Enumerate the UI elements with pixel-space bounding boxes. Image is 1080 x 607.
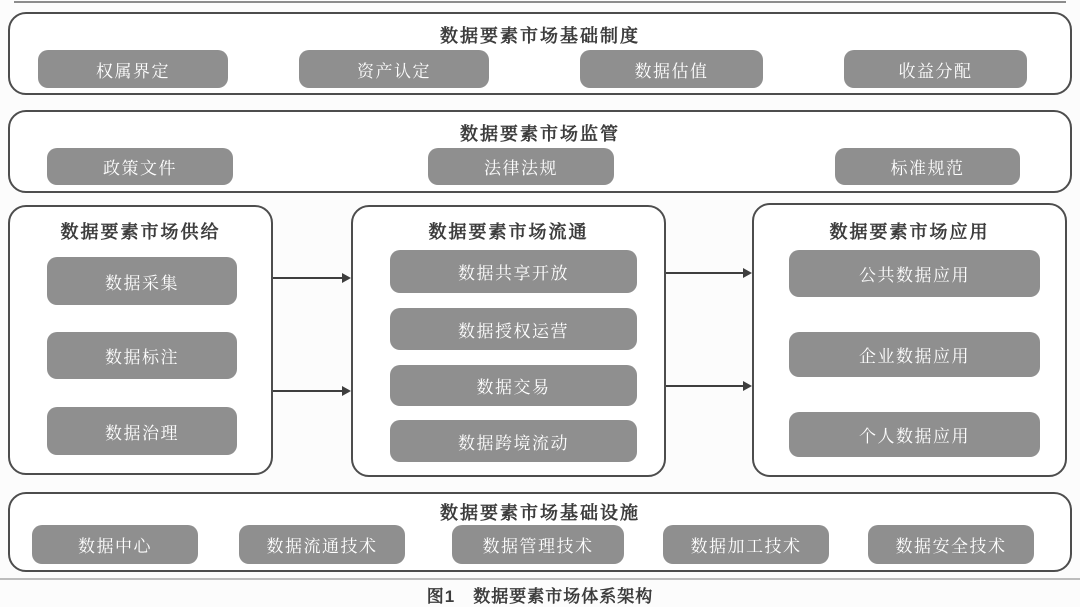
- arrow-circulation-to-application-bottom: [666, 385, 743, 387]
- pill-supply-item: 数据治理: [47, 407, 237, 455]
- pill-circulation-item: 数据共享开放: [390, 250, 637, 293]
- band-institution-title: 数据要素市场基础制度: [440, 26, 640, 46]
- pill-circulation-item: 数据交易: [390, 365, 637, 406]
- pill-regulation-item: 法律法规: [428, 148, 614, 185]
- box-application: [752, 203, 1067, 477]
- arrow-circulation-to-application-top: [666, 272, 743, 274]
- pill-institution-item: 收益分配: [844, 50, 1027, 88]
- pill-application-item: 公共数据应用: [789, 250, 1040, 297]
- figure-caption: 图1 数据要素市场体系架构: [426, 587, 654, 606]
- pill-infrastructure-item: 数据流通技术: [239, 525, 405, 564]
- box-circulation: [351, 205, 666, 477]
- pill-infrastructure-item: 数据管理技术: [452, 525, 624, 564]
- band-institution: [8, 12, 1072, 95]
- pill-regulation-item: 标准规范: [835, 148, 1020, 185]
- pill-infrastructure-item: 数据中心: [32, 525, 198, 564]
- pill-infrastructure-item: 数据安全技术: [868, 525, 1034, 564]
- pill-application-item: 个人数据应用: [789, 412, 1040, 457]
- box-supply-title: 数据要素市场供给: [60, 222, 221, 242]
- box-circulation-title: 数据要素市场流通: [428, 222, 589, 242]
- box-application-title: 数据要素市场应用: [829, 222, 990, 242]
- pill-institution-item: 权属界定: [38, 50, 228, 88]
- band-regulation: [8, 110, 1072, 193]
- box-supply: [8, 205, 273, 475]
- top-divider: [14, 1, 1066, 3]
- pill-circulation-item: 数据授权运营: [390, 308, 637, 350]
- arrow-supply-to-circulation-top: [273, 277, 342, 279]
- band-infrastructure: [8, 492, 1072, 572]
- band-infrastructure-title: 数据要素市场基础设施: [440, 503, 640, 523]
- arrow-supply-to-circulation-bottom: [273, 390, 342, 392]
- pill-circulation-item: 数据跨境流动: [390, 420, 637, 462]
- bottom-divider: [0, 578, 1080, 580]
- pill-supply-item: 数据采集: [47, 257, 237, 305]
- pill-infrastructure-item: 数据加工技术: [663, 525, 829, 564]
- band-regulation-title: 数据要素市场监管: [460, 124, 620, 144]
- pill-institution-item: 数据估值: [580, 50, 763, 88]
- pill-regulation-item: 政策文件: [47, 148, 233, 185]
- pill-application-item: 企业数据应用: [789, 332, 1040, 377]
- pill-supply-item: 数据标注: [47, 332, 237, 379]
- pill-institution-item: 资产认定: [299, 50, 489, 88]
